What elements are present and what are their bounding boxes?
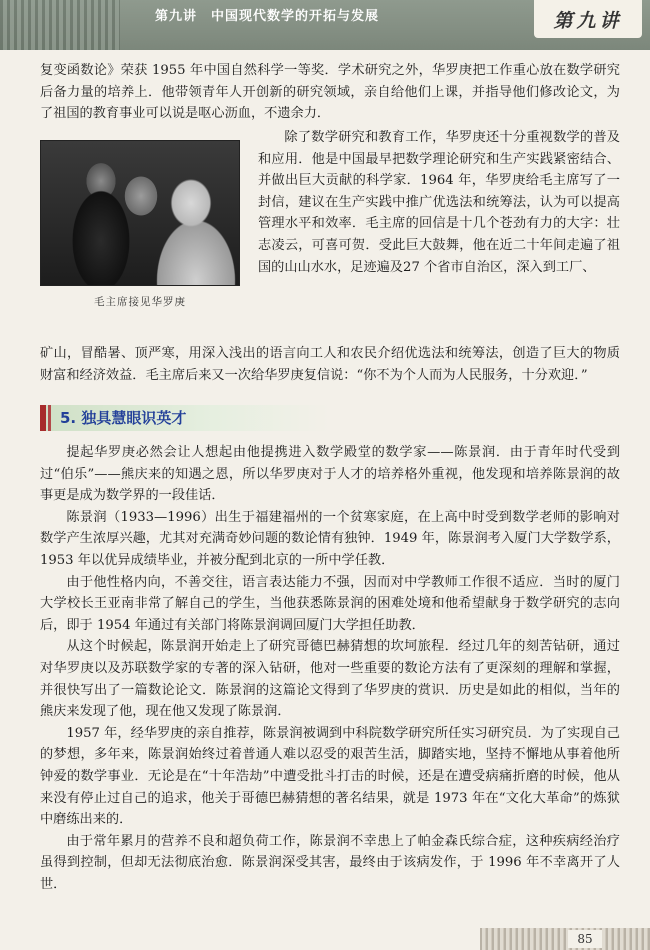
chapter-tab-label: 第九讲: [553, 10, 623, 32]
paragraph: 从这个时候起，陈景润开始走上了研究哥德巴赫猜想的坎坷旅程．经过几年的刻苦钻研，通过对华罗庚以及苏联数学家的专著的深入钻研，他对一些重要的数论方法有了更深刻的理解和掌握，并很快写出了一篇数论论文．陈景润的这篇论文得到了华罗庚的赏识．历史是如此的相似，当年的熊庆来发现了他，现在他又发现了陈景润．: [40, 639, 620, 720]
page-header: [0, 0, 650, 50]
paragraph-continuation: 复变函数论》荣获 1955 年中国自然科学一等奖．学术研究之外，华罗庚把工作重心放在数学研究后备力量的培养上．他带领青年人开创新的研究领域，亲自给他们上课，并指导他们修改论文，为了祖国的教育事业可以说是呕心沥血，不遗余力．: [40, 63, 620, 122]
paragraph: 陈景润（1933—1996）出生于福建福州的一个贫寒家庭，在上高中时受到数学老师的影响对数学产生浓厚兴趣，尤其对充满奇妙问题的数论情有独钟．1949 年，陈景润考入厦门大学数学系，1953 年以优异成绩毕业，并被分配到北京的一所中学任教．: [40, 509, 620, 568]
paragraph: 1957 年，经华罗庚的亲自推荐，陈景润被调到中科院数学研究所任实习研究员．为了实现自己的梦想，多年来，陈景润始终过着普通人难以忍受的艰苦生活，脚踏实地，坚持不懈地从事着他所钟爱的数学事业．无论是在“十年浩劫”中遭受批斗打击的时候，还是在遭受病痛折磨的时候，他从来没有停止过自己的追求，他关于哥德巴赫猜想的著名结果，就是 1973 年在“文化大革命”的炼狱中磨练出来的．: [40, 725, 620, 828]
paragraph: 提起华罗庚必然会让人想起由他提携进入数学殿堂的数学家——陈景润．由于青年时代受到过“伯乐”——熊庆来的知遇之恩，所以华罗庚对于人才的培养格外重视，他发现和培养陈景润的故事更是成为数学界的一段佳话．: [40, 445, 620, 504]
header-decoration: [0, 0, 120, 50]
paragraph: 由于他性格内向，不善交往，语言表达能力不强，因而对中学教师工作很不适应．当时的厦门大学校长王亚南非常了解自己的学生，当他获悉陈景润的困难处境和他希望献身于数学研究的志向后，即于 1954 年通过有关部门将陈景润调回厦门大学担任助教．: [40, 574, 620, 633]
section-heading: [40, 405, 330, 431]
photo-mao-meets-hua: [40, 140, 240, 286]
photo-caption: 毛主席接见华罗庚: [94, 296, 186, 308]
figure: [40, 140, 240, 309]
section-body: [40, 442, 620, 895]
paragraph-popularization: 除了数学研究和教育工作，华罗庚还十分重视数学的普及和应用．他是中国最早把数学理论研究和生产实践紧密结合、并做出巨大贡献的科学家．1964 年，华罗庚给毛主席写了一封信，建议在生产实践中推广优选法和统筹法，认为可以提高管理水平和效率．毛主席的回信是十几个苍劲有力的大字：壮志凌云，可喜可贺．受此巨大鼓舞，他在近二十年间走遍了祖国的山山水水，足迹遍及27 个省市自治区，深入到工厂、: [258, 130, 620, 275]
paragraph-popularization-cont: 矿山，冒酷暑、顶严寒，用深入浅出的语言向工人和农民介绍优选法和统筹法，创造了巨大的物质财富和经济效益．毛主席后来又一次给华罗庚复信说：“你不为个人而为人民服务，十分欢迎．”: [40, 346, 620, 383]
footer-decoration: [480, 928, 650, 950]
paragraph: 由于常年累月的营养不良和超负荷工作，陈景润不幸患上了帕金森氏综合症，这种疾病经治疗虽得到控制，但却无法彻底治愈．陈景润深受其害，最终由于该病发作，于 1996 年不幸离开了人世．: [40, 833, 620, 892]
chapter-tab: [534, 0, 642, 38]
page-number: 85: [568, 930, 602, 948]
section-marker-thin: [48, 405, 51, 431]
section-title: 5. 独具慧眼识英才: [60, 409, 187, 427]
section-marker: [40, 405, 46, 431]
running-head-title: 第九讲 中国现代数学的开拓与发展: [155, 9, 380, 24]
